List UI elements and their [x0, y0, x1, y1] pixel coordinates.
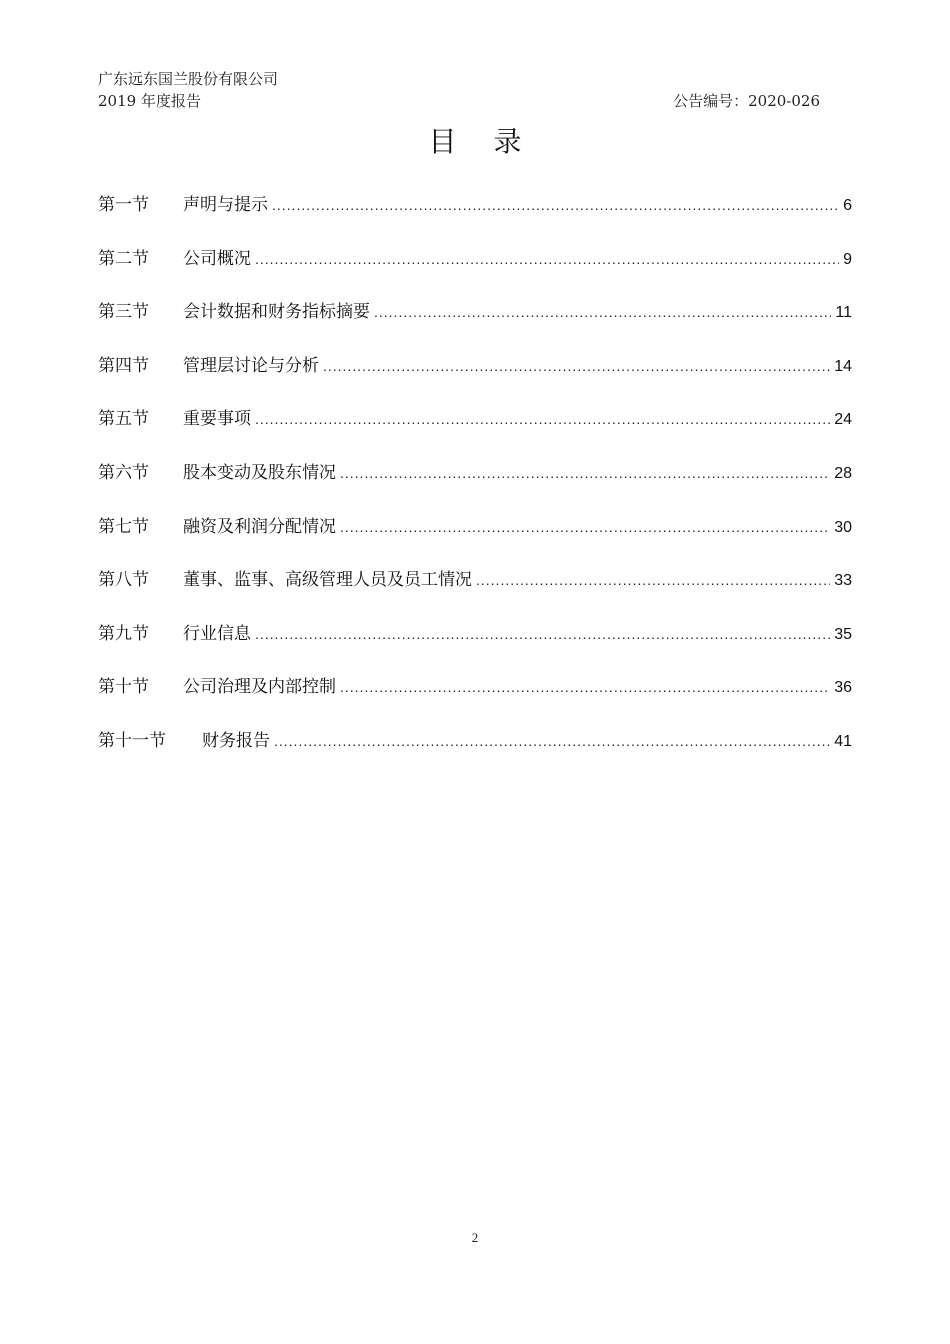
toc-entry[interactable]: [98, 726, 852, 780]
toc-entry[interactable]: [98, 351, 852, 405]
toc-leader: [274, 733, 830, 749]
toc-title: 公司概况: [183, 248, 251, 269]
toc-title: 会计数据和财务指标摘要: [183, 302, 370, 323]
header-row-report: [98, 90, 820, 112]
toc-leader: [323, 358, 830, 374]
table-of-contents: [98, 190, 852, 780]
announcement-number: 公告编号：2020-026: [673, 92, 820, 110]
toc-entry[interactable]: [98, 190, 852, 244]
toc-leader: [340, 465, 830, 481]
toc-entry[interactable]: [98, 565, 852, 619]
toc-page: 14: [834, 357, 852, 375]
page-title: 目 录: [428, 125, 536, 158]
toc-leader: [255, 251, 839, 267]
toc-title: 融资及利润分配情况: [183, 516, 336, 537]
toc-title: 重要事项: [183, 409, 251, 430]
toc-title: 财务报告: [202, 730, 270, 751]
toc-title: 董事、监事、高级管理人员及员工情况: [183, 570, 472, 591]
toc-section: 第二节: [98, 248, 149, 269]
toc-entry[interactable]: [98, 512, 852, 566]
toc-entry[interactable]: [98, 458, 852, 512]
toc-title: 公司治理及内部控制: [183, 677, 336, 698]
toc-entry[interactable]: [98, 244, 852, 298]
toc-entry[interactable]: [98, 404, 852, 458]
toc-page: 9: [843, 250, 852, 268]
toc-page: 36: [834, 679, 852, 697]
report-name: 2019 年度报告: [98, 92, 201, 110]
toc-leader: [476, 572, 830, 588]
toc-section: 第六节: [98, 462, 149, 483]
toc-page: 35: [834, 625, 852, 643]
toc-leader: [340, 679, 830, 695]
toc-leader: [340, 519, 830, 535]
toc-section: 第四节: [98, 355, 149, 376]
toc-title: 声明与提示: [183, 195, 268, 215]
toc-section: 第三节: [98, 302, 149, 323]
toc-page: 33: [834, 572, 852, 590]
toc-page: 41: [834, 732, 852, 750]
toc-leader: [272, 197, 839, 213]
company-name: 广东远东国兰股份有限公司: [98, 70, 279, 88]
toc-section: 第七节: [98, 516, 149, 537]
toc-title: 股本变动及股东情况: [183, 462, 336, 483]
toc-leader: [255, 411, 830, 427]
toc-section: 第八节: [98, 570, 149, 591]
toc-title: 管理层讨论与分析: [183, 355, 319, 376]
header-row-company: [98, 68, 820, 90]
toc-section: 第九节: [98, 623, 149, 644]
toc-page: 11: [835, 304, 852, 322]
toc-leader: [374, 304, 831, 320]
page-header: [98, 68, 820, 112]
toc-section: 第一节: [98, 195, 149, 215]
toc-section: 第十一节: [98, 730, 166, 751]
toc-page: 28: [834, 464, 852, 482]
toc-page: 24: [834, 411, 852, 429]
toc-entry[interactable]: [98, 619, 852, 673]
toc-entry[interactable]: [98, 297, 852, 351]
toc-section: 第十节: [98, 677, 149, 698]
toc-title: 行业信息: [183, 623, 251, 644]
toc-entry[interactable]: [98, 672, 852, 726]
page-number: 2: [471, 1230, 479, 1245]
toc-section: 第五节: [98, 409, 149, 430]
toc-leader: [255, 626, 830, 642]
toc-page: 30: [834, 518, 852, 536]
toc-page: 6: [843, 197, 852, 214]
